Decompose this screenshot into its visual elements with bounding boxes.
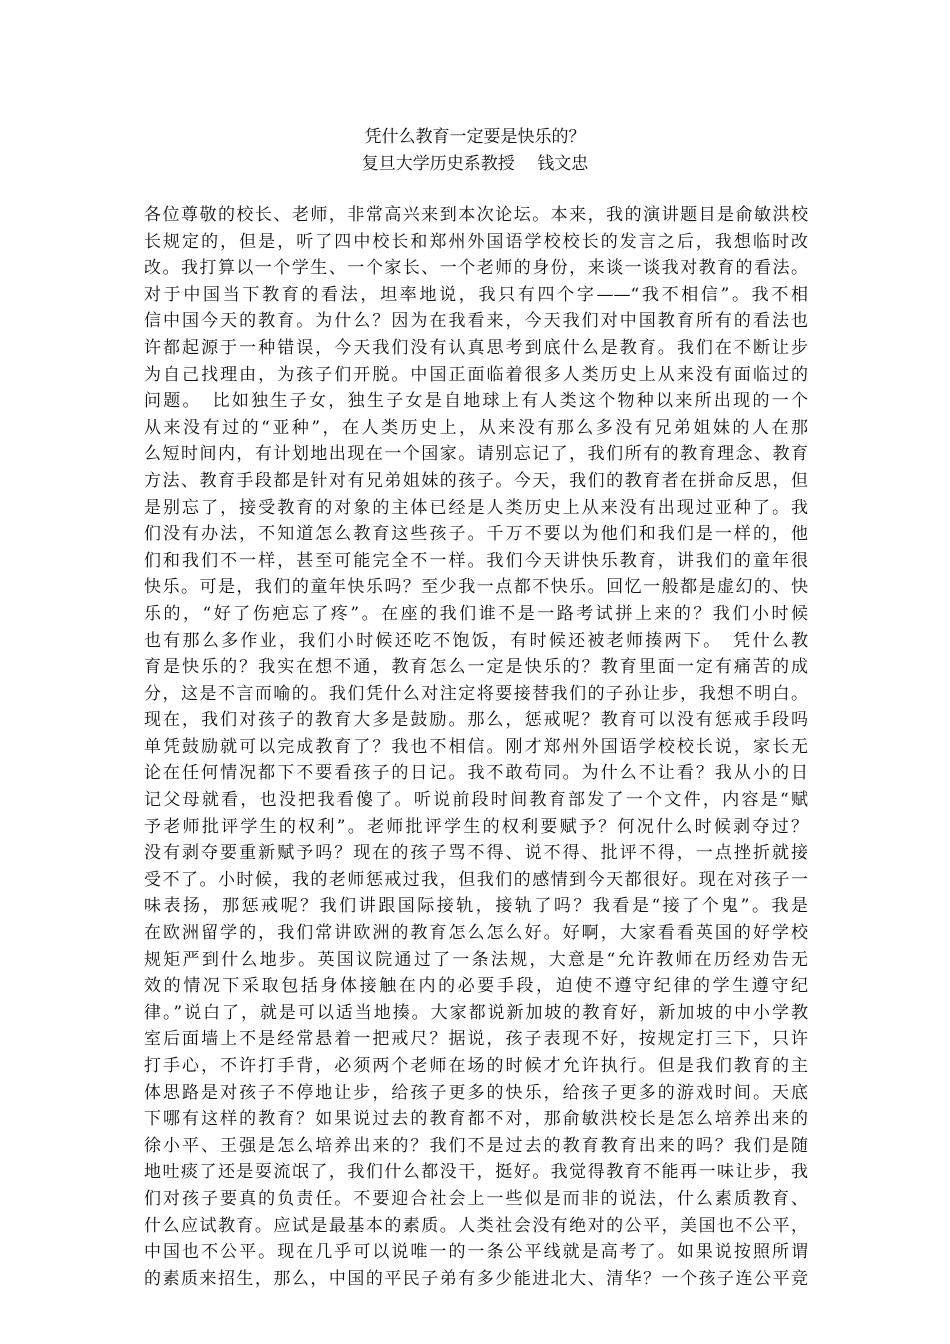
body-line: 从来没有过的“亚种”，在人类历史上，从来没有那么多没有兄弟姐妹的人在那 <box>144 417 808 438</box>
body-line: 方法、教育手段都是针对有兄弟姐妹的孩子。今天，我们的教育者在拼命反思，但 <box>144 470 808 491</box>
body-line: 么短时间内，有计划地出现在一个国家。请别忘记了，我们所有的教育理念、教育 <box>144 444 808 465</box>
body-line: 长规定的，但是，听了四中校长和郑州外国语学校校长的发言之后，我想临时改 <box>144 231 808 252</box>
body-line: 论在任何情况都下不要看孩子的日记。我不敢苟同。为什么不让看？我从小的日 <box>144 763 808 784</box>
body-line: 予老师批评学生的权利”。老师批评学生的权利要赋予？何况什么时候剥夺过？ <box>144 816 808 837</box>
body-line: 记父母就看，也没把我看傻了。听说前段时间教育部发了一个文件，内容是“赋 <box>144 790 808 811</box>
title-block <box>0 124 950 178</box>
body-line: 室后面墙上不是经常悬着一把戒尺？据说，孩子表现不好，按规定打三下，只许 <box>144 1029 808 1050</box>
body-line: 味表扬，那惩戒呢？我们讲跟国际接轨，接轨了吗？我看是“接了个鬼”。我是 <box>144 896 808 917</box>
body-text <box>144 202 808 1292</box>
body-line: 在欧洲留学的，我们常讲欧洲的教育怎么怎么好。好啊，大家看看英国的好学校 <box>144 923 808 944</box>
body-line: 是别忘了，接受教育的对象的主体已经是人类历史上从来没有出现过亚种了。我 <box>144 497 808 518</box>
body-line: 们对孩子要真的负责任。不要迎合社会上一些似是而非的说法，什么素质教育、 <box>144 1188 808 1209</box>
body-line: 徐小平、王强是怎么培养出来的？我们不是过去的教育教育出来的吗？我们是随 <box>144 1135 808 1156</box>
body-line: 的素质来招生，那么，中国的平民子弟有多少能进北大、清华？一个孩子连公平竞 <box>144 1268 808 1289</box>
body-line: 没有剥夺要重新赋予吗？现在的孩子骂不得、说不得、批评不得，一点挫折就接 <box>144 843 808 864</box>
body-line: 快乐。可是，我们的童年快乐吗？至少我一点都不快乐。回忆一般都是虚幻的、快 <box>144 577 808 598</box>
body-line: 现在，我们对孩子的教育大多是鼓励。那么，惩戒呢？教育可以没有惩戒手段吗 <box>144 710 808 731</box>
body-line: 问题。 比如独生子女，独生子女是自地球上有人类这个物种以来所出现的一个 <box>144 391 808 412</box>
body-line: 信中国今天的教育。为什么？因为在我看来，今天我们对中国教育所有的看法也 <box>144 311 808 332</box>
body-line: 为自己找理由，为孩子们开脱。中国正面临着很多人类历史上从来没有面临过的 <box>144 364 808 385</box>
body-line: 改。我打算以一个学生、一个家长、一个老师的身份，来谈一谈我对教育的看法。 <box>144 258 808 279</box>
author-line: 复旦大学历史系教授 钱文忠 <box>361 154 589 174</box>
body-line: 下哪有这样的教育？如果说过去的教育都不对，那俞敏洪校长是怎么培养出来的 <box>144 1109 808 1130</box>
body-line: 规矩严到什么地步。英国议院通过了一条法规，大意是“允许教师在历经劝告无 <box>144 949 808 970</box>
body-line: 育是快乐的？我实在想不通，教育怎么一定是快乐的？教育里面一定有痛苦的成 <box>144 657 808 678</box>
body-line: 体思路是对孩子不停地让步，给孩子更多的快乐，给孩子更多的游戏时间。天底 <box>144 1082 808 1103</box>
body-line: 乐的，“好了伤疤忘了疼”。在座的我们谁不是一路考试拼上来的？我们小时候 <box>144 603 808 624</box>
body-line: 单凭鼓励就可以完成教育了？我也不相信。刚才郑州外国语学校校长说，家长无 <box>144 736 808 757</box>
body-line: 什么应试教育。应试是最基本的素质。人类社会没有绝对的公平，美国也不公平， <box>144 1215 808 1236</box>
body-line: 分，这是不言而喻的。我们凭什么对注定将要接替我们的子孙让步，我想不明白。 <box>144 683 808 704</box>
body-line: 也有那么多作业，我们小时候还吃不饱饭，有时候还被老师揍两下。 凭什么教 <box>144 630 808 651</box>
body-line: 律。”说白了，就是可以适当地揍。大家都说新加坡的教育好，新加坡的中小学教 <box>144 1002 808 1023</box>
body-line: 们没有办法，不知道怎么教育这些孩子。千万不要以为他们和我们是一样的，他 <box>144 524 808 545</box>
body-line: 效的情况下采取包括身体接触在内的必要手段，迫使不遵守纪律的学生遵守纪 <box>144 976 808 997</box>
document-title: 凭什么教育一定要是快乐的？ <box>364 127 586 147</box>
body-line: 们和我们不一样，甚至可能完全不一样。我们今天讲快乐教育，讲我们的童年很 <box>144 550 808 571</box>
body-line: 地吐痰了还是耍流氓了，我们什么都没干，挺好。我觉得教育不能再一味让步，我 <box>144 1162 808 1183</box>
body-line: 受不了。小时候，我的老师惩戒过我，但我们的感情到今天都很好。现在对孩子一 <box>144 869 808 890</box>
body-line: 许都起源于一种错误，今天我们没有认真思考到底什么是教育。我们在不断让步 <box>144 337 808 358</box>
body-line: 各位尊敬的校长、老师，非常高兴来到本次论坛。本来，我的演讲题目是俞敏洪校 <box>144 205 808 225</box>
body-line: 对于中国当下教育的看法，坦率地说，我只有四个字——“我不相信”。我不相 <box>144 284 808 305</box>
body-line: 打手心，不许打手背，必须两个老师在场的时候才允许执行。但是我们教育的主 <box>144 1056 808 1076</box>
body-line: 中国也不公平。现在几乎可以说唯一的一条公平线就是高考了。如果说按照所谓 <box>144 1242 808 1263</box>
